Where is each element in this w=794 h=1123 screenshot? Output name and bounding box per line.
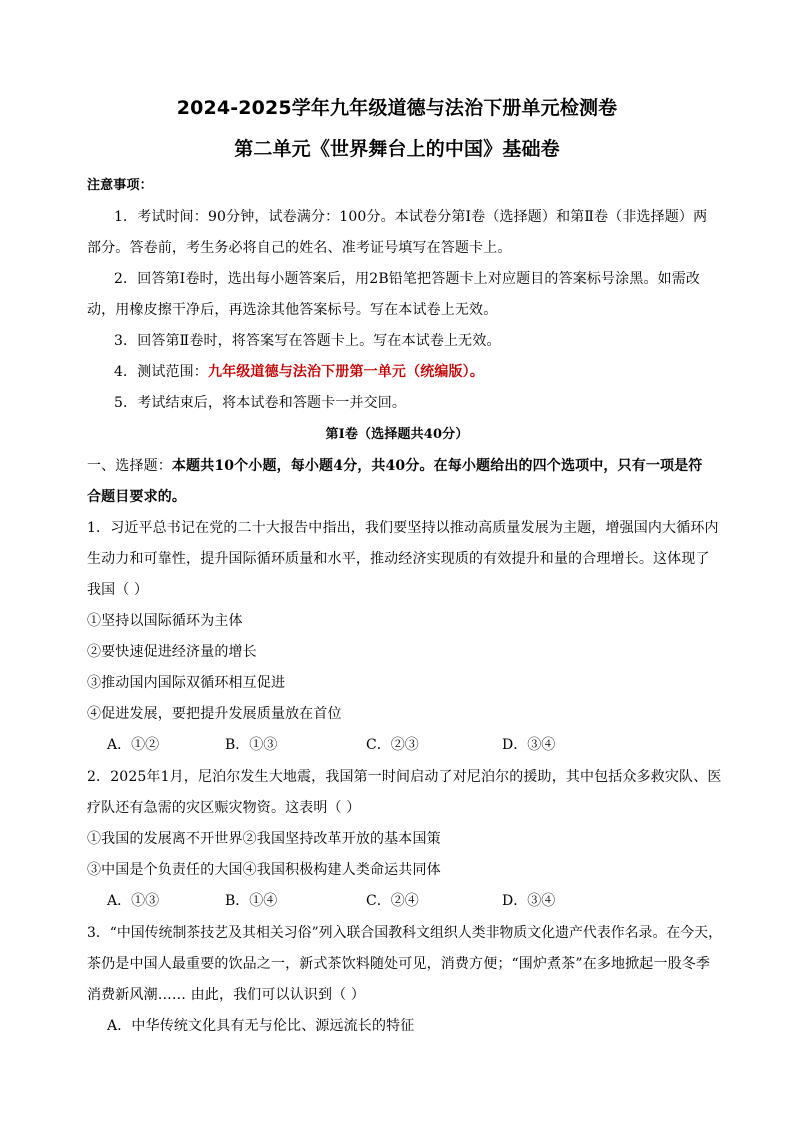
q2-statements-3-4: ③中国是个负责任的大国④我国积极构建人类命运共同体 — [87, 862, 441, 878]
section-1-intro-prefix: 一、选择题： — [87, 458, 172, 474]
note-2-line2: 动，用橡皮擦干净后，再选涂其他答案标号。写在本试卷上无效。 — [87, 302, 498, 318]
note-1-line2: 部分。答卷前，考生务必将自己的姓名、准考证号填写在答题卡上。 — [87, 240, 512, 256]
q3-line2: 茶仍是中国人最重要的饮品之一，新式茶饮料随处可见，消费方便；“围炉煮茶”在多地掀起一股冬季 — [87, 956, 711, 972]
note-5: 5．考试结束后，将本试卷和答题卡一并交回。 — [114, 395, 407, 411]
q2-option-a: A．①③ — [107, 893, 160, 909]
q2-line1: 2．2025年1月，尼泊尔发生大地震，我国第一时间启动了对尼泊尔的援助，其中包括众多救灾队、医 — [87, 769, 722, 785]
note-3: 3．回答第Ⅱ卷时，将答案写在答题卡上。写在本试卷上无效。 — [114, 333, 501, 349]
q1-line2: 生动力和可靠性，提升国际循环质量和水平，推动经济实现质的有效提升和量的合理增长。这体现了 — [87, 551, 710, 567]
q1-option-d: D．③④ — [502, 737, 556, 753]
exam-subtitle: 第二单元《世界舞台上的中国》基础卷 — [234, 138, 560, 160]
q2-option-c: C．②④ — [366, 893, 419, 909]
note-4-prefix: 4．测试范围： — [114, 364, 208, 380]
section-1-intro-line1 — [87, 456, 702, 476]
q1-line1: 1．习近平总书记在党的二十大报告中指出，我们要坚持以推动高质量发展为主题，增强国内大循环内 — [87, 520, 719, 536]
q3-line3: 消费新风潮…… 由此，我们可以认识到（ ） — [87, 987, 366, 1003]
notes-heading: 注意事项： — [87, 178, 153, 193]
section-1-intro-line2: 合题目要求的。 — [87, 489, 187, 505]
q1-option-c: C．②③ — [366, 737, 419, 753]
exam-title: 2024-2025学年九年级道德与法治下册单元检测卷 — [176, 97, 618, 119]
q2-option-b: B．①④ — [225, 893, 278, 909]
q1-line3: 我国（ ） — [87, 582, 149, 598]
q3-option-a: A．中华传统文化具有无与伦比、源远流长的特征 — [107, 1018, 415, 1034]
note-4-scope: 九年级道德与法治下册第一单元（统编版）。 — [207, 364, 484, 380]
q2-line2: 疗队还有急需的灾区赈灾物资。这表明（ ） — [87, 800, 361, 816]
q1-statement-2: ②要快速促进经济量的增长 — [87, 644, 257, 660]
q1-statement-4: ④促进发展，要把提升发展质量放在首位 — [87, 706, 342, 722]
q1-option-a: A．①② — [107, 737, 160, 753]
note-1-line1: 1．考试时间：90分钟，试卷满分：100分。本试卷分第Ⅰ卷（选择题）和第Ⅱ卷（非选择题）两 — [114, 209, 708, 225]
q1-statement-1: ①坚持以国际循环为主体 — [87, 613, 243, 629]
q2-statements-1-2: ①我国的发展离不开世界②我国坚持改革开放的基本国策 — [87, 831, 441, 847]
q3-line1: 3．“中国传统制茶技艺及其相关习俗”列入联合国教科文组织人类非物质文化遗产代表作名录。在今天， — [87, 925, 723, 941]
section-1-intro-rule: 本题共10个小题，每小题4分，共40分。在每小题给出的四个选项中，只有一项是符 — [171, 458, 703, 474]
q1-statement-3: ③推动国内国际双循环相互促进 — [87, 675, 286, 691]
note-2-line1: 2．回答第Ⅰ卷时，选出每小题答案后，用2B铅笔把答题卡上对应题目的答案标号涂黑。如需改 — [114, 271, 701, 287]
q1-option-b: B．①③ — [225, 737, 278, 753]
note-4 — [114, 362, 484, 382]
section-1-heading: 第Ⅰ卷（选择题共40分） — [325, 427, 469, 442]
q2-option-d: D．③④ — [502, 893, 556, 909]
